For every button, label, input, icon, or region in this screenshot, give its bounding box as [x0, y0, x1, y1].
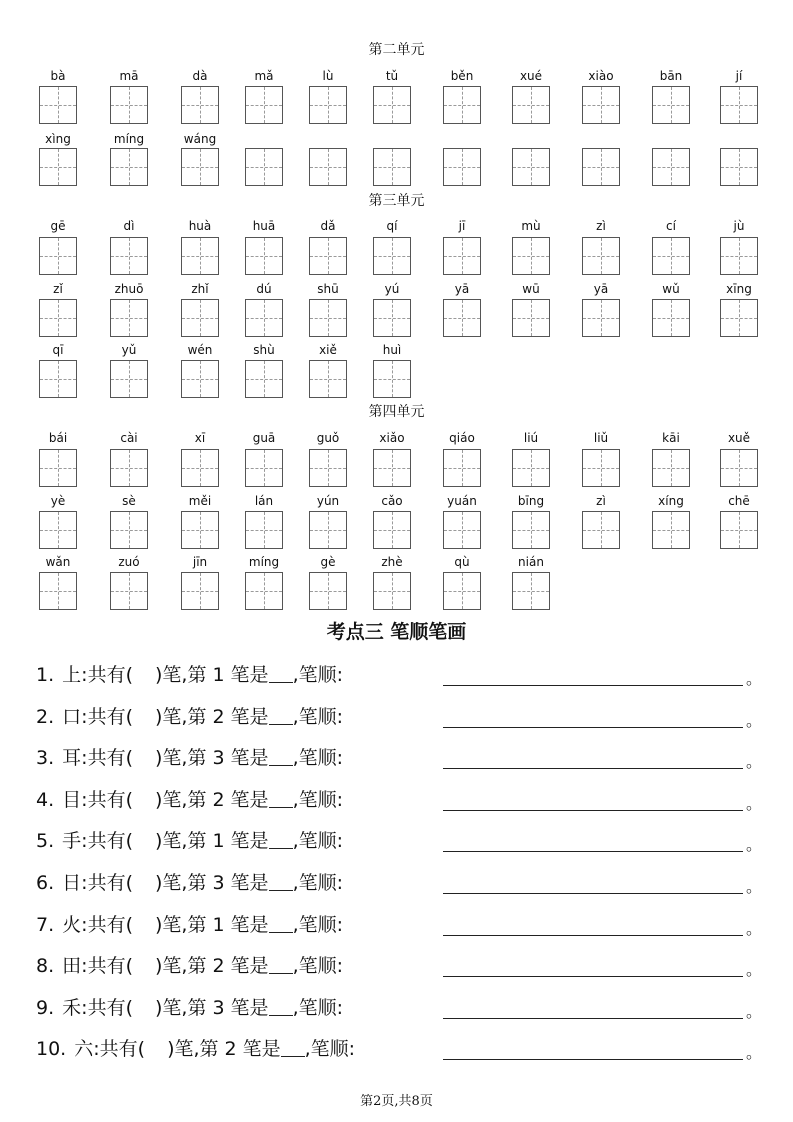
writing-grid-cell[interactable]	[181, 572, 219, 610]
writing-grid-cell[interactable]	[110, 237, 148, 275]
question-char: 耳	[62, 747, 82, 769]
question-row	[36, 994, 343, 1022]
question-row	[36, 869, 343, 897]
pinyin-label: shū	[317, 282, 339, 296]
writing-grid-cell[interactable]	[720, 237, 758, 275]
pinyin-label: mǎ	[254, 69, 274, 83]
nth-prefix: 第	[187, 955, 207, 977]
pinyin-label: qī	[52, 343, 64, 357]
writing-grid-cell[interactable]	[443, 86, 481, 124]
writing-grid-cell[interactable]	[443, 449, 481, 487]
order-label: ,笔顺:	[292, 955, 344, 977]
writing-grid-cell[interactable]	[512, 86, 550, 124]
question-char: 目	[62, 789, 82, 811]
pinyin-label: mā	[119, 69, 139, 83]
question-char: 禾	[62, 997, 82, 1019]
pinyin-label: qiáo	[449, 431, 475, 445]
writing-grid-cell[interactable]	[373, 148, 411, 186]
colon: :	[81, 914, 88, 936]
nth-prefix: 第	[187, 747, 207, 769]
nth-suffix: 笔是	[230, 664, 269, 686]
period-mark: 。	[746, 752, 763, 771]
pinyin-label: wáng	[183, 132, 217, 146]
writing-grid-cell[interactable]	[373, 572, 411, 610]
colon: :	[81, 706, 88, 728]
question-number: 10.	[36, 1038, 67, 1060]
stroke-blank[interactable]	[269, 912, 293, 933]
pinyin-label: zǐ	[53, 282, 63, 296]
pinyin-label: xiào	[588, 69, 614, 83]
pinyin-label: huā	[252, 219, 276, 233]
writing-grid-cell[interactable]	[373, 449, 411, 487]
question-char: 口	[62, 706, 82, 728]
question-char: 上	[62, 664, 82, 686]
stroke-blank[interactable]	[269, 662, 293, 683]
pinyin-label: wǔ	[662, 282, 680, 296]
writing-grid-cell[interactable]	[181, 449, 219, 487]
pinyin-label: shù	[253, 343, 275, 357]
writing-grid-cell[interactable]	[39, 148, 77, 186]
answer-line[interactable]	[443, 1059, 743, 1060]
writing-grid-cell[interactable]	[110, 360, 148, 398]
order-label: ,笔顺:	[304, 1038, 356, 1060]
writing-grid-cell[interactable]	[512, 299, 550, 337]
question-number: 1.	[36, 664, 55, 686]
pinyin-label: zhǐ	[191, 282, 209, 296]
writing-grid-cell[interactable]	[652, 237, 690, 275]
writing-grid-cell[interactable]	[582, 511, 620, 549]
total-suffix: )笔,	[154, 914, 188, 936]
writing-grid-cell[interactable]	[245, 237, 283, 275]
writing-grid-cell[interactable]	[39, 360, 77, 398]
writing-grid-cell[interactable]	[373, 511, 411, 549]
section-title: 考点三 笔顺笔画	[326, 621, 467, 643]
colon: :	[81, 997, 88, 1019]
question-row	[36, 827, 343, 855]
pinyin-label: bà	[50, 69, 66, 83]
writing-grid-cell[interactable]	[245, 572, 283, 610]
question-row	[36, 661, 343, 689]
answer-line[interactable]	[443, 976, 743, 977]
total-prefix: 共有(	[87, 914, 133, 936]
writing-grid-cell[interactable]	[181, 360, 219, 398]
pinyin-label: gè	[320, 555, 336, 569]
question-row	[36, 1035, 355, 1063]
stroke-blank[interactable]	[269, 953, 293, 974]
writing-grid-cell[interactable]	[512, 237, 550, 275]
pinyin-label: liú	[523, 431, 539, 445]
writing-grid-cell[interactable]	[512, 572, 550, 610]
writing-grid-cell[interactable]	[245, 86, 283, 124]
pinyin-label: běn	[450, 69, 474, 83]
pinyin-label: yè	[50, 494, 66, 508]
nth-suffix: 笔是	[230, 914, 269, 936]
total-prefix: 共有(	[87, 872, 133, 894]
question-number: 9.	[36, 997, 55, 1019]
pinyin-label: xiǎo	[379, 431, 405, 445]
question-row	[36, 744, 343, 772]
order-label: ,笔顺:	[292, 664, 344, 686]
pinyin-label: bīng	[517, 494, 545, 508]
nth-prefix: 第	[187, 664, 207, 686]
pinyin-label: huà	[188, 219, 212, 233]
writing-grid-cell[interactable]	[512, 449, 550, 487]
writing-grid-cell[interactable]	[309, 572, 347, 610]
writing-grid-cell[interactable]	[110, 572, 148, 610]
order-label: ,笔顺:	[292, 747, 344, 769]
pinyin-label: cí	[666, 219, 676, 233]
nth-prefix: 第	[187, 830, 207, 852]
writing-grid-cell[interactable]	[443, 148, 481, 186]
order-label: ,笔顺:	[292, 830, 344, 852]
total-prefix: 共有(	[87, 706, 133, 728]
writing-grid-cell[interactable]	[245, 148, 283, 186]
stroke-blank[interactable]	[269, 704, 293, 725]
colon: :	[81, 872, 88, 894]
total-suffix: )笔,	[154, 664, 188, 686]
pinyin-label: yǔ	[121, 343, 137, 357]
writing-grid-cell[interactable]	[512, 511, 550, 549]
question-number: 6.	[36, 872, 55, 894]
pinyin-label: cǎo	[381, 494, 403, 508]
writing-grid-cell[interactable]	[582, 86, 620, 124]
period-mark: 。	[746, 669, 763, 688]
total-suffix: )笔,	[154, 997, 188, 1019]
question-row	[36, 786, 343, 814]
stroke-number: 3	[212, 872, 225, 894]
order-label: ,笔顺:	[292, 706, 344, 728]
pinyin-label: tǔ	[385, 69, 399, 83]
total-prefix: 共有(	[87, 789, 133, 811]
pinyin-label: xīng	[726, 282, 752, 296]
nth-suffix: 笔是	[230, 706, 269, 728]
writing-grid-cell[interactable]	[512, 148, 550, 186]
unit-title: 第三单元	[368, 193, 425, 209]
pinyin-label: xìng	[45, 132, 71, 146]
pinyin-label: liǔ	[593, 431, 609, 445]
unit-title: 第四单元	[368, 404, 425, 420]
writing-grid-cell[interactable]	[110, 148, 148, 186]
pinyin-label: bān	[659, 69, 683, 83]
nth-suffix: 笔是	[230, 955, 269, 977]
pinyin-label: xué	[519, 69, 543, 83]
pinyin-label: dú	[256, 282, 272, 296]
stroke-number: 2	[212, 789, 225, 811]
writing-grid-cell[interactable]	[720, 299, 758, 337]
pinyin-label: míng	[248, 555, 280, 569]
writing-grid-cell[interactable]	[181, 237, 219, 275]
answer-line[interactable]	[443, 851, 743, 852]
answer-line[interactable]	[443, 810, 743, 811]
pinyin-label: xiě	[319, 343, 337, 357]
writing-grid-cell[interactable]	[720, 86, 758, 124]
stroke-blank[interactable]	[269, 787, 293, 808]
writing-grid-cell[interactable]	[245, 360, 283, 398]
writing-grid-cell[interactable]	[39, 572, 77, 610]
colon: :	[81, 747, 88, 769]
question-char: 六	[74, 1038, 94, 1060]
stroke-blank[interactable]	[269, 870, 293, 891]
writing-grid-cell[interactable]	[582, 299, 620, 337]
pinyin-label: zuó	[118, 555, 140, 569]
nth-prefix: 第	[199, 1038, 219, 1060]
colon: :	[81, 830, 88, 852]
writing-grid-cell[interactable]	[181, 511, 219, 549]
writing-grid-cell[interactable]	[652, 299, 690, 337]
stroke-number: 3	[212, 747, 225, 769]
writing-grid-cell[interactable]	[373, 299, 411, 337]
pinyin-label: wén	[187, 343, 213, 357]
answer-line[interactable]	[443, 685, 743, 686]
writing-grid-cell[interactable]	[652, 148, 690, 186]
total-prefix: 共有(	[87, 955, 133, 977]
pinyin-label: lán	[254, 494, 274, 508]
period-mark: 。	[746, 835, 763, 854]
writing-grid-cell[interactable]	[110, 449, 148, 487]
writing-grid-cell[interactable]	[720, 449, 758, 487]
writing-grid-cell[interactable]	[181, 86, 219, 124]
pinyin-label: jí	[735, 69, 743, 83]
nth-prefix: 第	[187, 706, 207, 728]
colon: :	[81, 955, 88, 977]
stroke-blank[interactable]	[269, 745, 293, 766]
period-mark: 。	[746, 919, 763, 938]
pinyin-label: yún	[316, 494, 340, 508]
total-prefix: 共有(	[87, 830, 133, 852]
nth-suffix: 笔是	[230, 747, 269, 769]
answer-line[interactable]	[443, 893, 743, 894]
writing-grid-cell[interactable]	[309, 449, 347, 487]
pinyin-label: yā	[454, 282, 470, 296]
pinyin-label: jù	[733, 219, 745, 233]
pinyin-label: bái	[48, 431, 68, 445]
total-suffix: )笔,	[154, 955, 188, 977]
total-prefix: 共有(	[99, 1038, 146, 1060]
question-char: 火	[62, 914, 82, 936]
question-char: 手	[62, 830, 82, 852]
period-mark: 。	[746, 711, 763, 730]
writing-grid-cell[interactable]	[245, 511, 283, 549]
writing-grid-cell[interactable]	[39, 511, 77, 549]
stroke-blank[interactable]	[269, 828, 293, 849]
period-mark: 。	[746, 1002, 763, 1021]
total-suffix: )笔,	[154, 706, 188, 728]
pinyin-label: chē	[728, 494, 750, 508]
question-row	[36, 952, 343, 980]
stroke-number: 3	[212, 997, 225, 1019]
nth-prefix: 第	[187, 914, 207, 936]
pinyin-label: yú	[384, 282, 400, 296]
pinyin-label: zhuō	[114, 282, 144, 296]
pinyin-label: wū	[522, 282, 540, 296]
pinyin-label: huì	[382, 343, 402, 357]
nth-suffix: 笔是	[230, 789, 269, 811]
order-label: ,笔顺:	[292, 872, 344, 894]
answer-line[interactable]	[443, 935, 743, 936]
colon: :	[81, 789, 88, 811]
question-number: 3.	[36, 747, 55, 769]
pinyin-label: cài	[120, 431, 138, 445]
writing-grid-cell[interactable]	[245, 449, 283, 487]
nth-prefix: 第	[187, 872, 207, 894]
nth-prefix: 第	[187, 997, 207, 1019]
question-number: 5.	[36, 830, 55, 852]
writing-grid-cell[interactable]	[443, 572, 481, 610]
total-prefix: 共有(	[87, 997, 133, 1019]
writing-grid-cell[interactable]	[39, 449, 77, 487]
stroke-blank[interactable]	[269, 995, 293, 1016]
writing-grid-cell[interactable]	[652, 449, 690, 487]
writing-grid-cell[interactable]	[39, 86, 77, 124]
question-char: 田	[62, 955, 82, 977]
pinyin-label: yuán	[447, 494, 477, 508]
writing-grid-cell[interactable]	[582, 148, 620, 186]
pinyin-label: xíng	[658, 494, 684, 508]
writing-grid-cell[interactable]	[652, 511, 690, 549]
writing-grid-cell[interactable]	[652, 86, 690, 124]
question-number: 7.	[36, 914, 55, 936]
nth-prefix: 第	[187, 789, 207, 811]
total-suffix: )笔,	[154, 872, 188, 894]
stroke-number: 1	[212, 664, 225, 686]
colon: :	[81, 664, 88, 686]
total-prefix: 共有(	[87, 747, 133, 769]
writing-grid-cell[interactable]	[309, 148, 347, 186]
pinyin-label: guǒ	[316, 431, 340, 445]
pinyin-label: kāi	[662, 431, 680, 445]
writing-grid-cell[interactable]	[309, 360, 347, 398]
order-label: ,笔顺:	[292, 914, 344, 936]
pinyin-label: zì	[596, 494, 606, 508]
total-suffix: )笔,	[154, 789, 188, 811]
writing-grid-cell[interactable]	[181, 148, 219, 186]
stroke-number: 2	[212, 955, 225, 977]
nth-suffix: 笔是	[230, 830, 269, 852]
writing-grid-cell[interactable]	[373, 86, 411, 124]
nth-suffix: 笔是	[230, 872, 269, 894]
pinyin-label: lù	[322, 69, 334, 83]
writing-grid-cell[interactable]	[309, 299, 347, 337]
total-prefix: 共有(	[87, 664, 133, 686]
unit-title: 第二单元	[368, 42, 425, 58]
pinyin-label: qù	[454, 555, 470, 569]
total-suffix: )笔,	[154, 830, 188, 852]
question-number: 8.	[36, 955, 55, 977]
pinyin-label: jīn	[192, 555, 208, 569]
period-mark: 。	[746, 877, 763, 896]
pinyin-label: xī	[194, 431, 206, 445]
question-char: 日	[62, 872, 82, 894]
writing-grid-cell[interactable]	[443, 511, 481, 549]
writing-grid-cell[interactable]	[110, 299, 148, 337]
nth-suffix: 笔是	[230, 997, 269, 1019]
page-footer: 第2页,共8页	[360, 1094, 433, 1109]
writing-grid-cell[interactable]	[110, 86, 148, 124]
pinyin-label: wǎn	[45, 555, 71, 569]
writing-grid-cell[interactable]	[720, 511, 758, 549]
pinyin-label: xuě	[727, 431, 751, 445]
writing-grid-cell[interactable]	[720, 148, 758, 186]
total-suffix: )笔,	[167, 1038, 200, 1060]
pinyin-label: qí	[386, 219, 398, 233]
writing-grid-cell[interactable]	[309, 86, 347, 124]
question-row	[36, 703, 343, 731]
answer-line[interactable]	[443, 768, 743, 769]
stroke-blank[interactable]	[281, 1036, 305, 1057]
pinyin-label: mù	[521, 219, 541, 233]
period-mark: 。	[746, 1043, 763, 1062]
nth-suffix: 笔是	[242, 1038, 281, 1060]
stroke-number: 1	[212, 830, 225, 852]
writing-grid-cell[interactable]	[181, 299, 219, 337]
pinyin-label: gē	[50, 219, 66, 233]
pinyin-label: dì	[123, 219, 135, 233]
writing-grid-cell[interactable]	[309, 237, 347, 275]
writing-grid-cell[interactable]	[373, 360, 411, 398]
writing-grid-cell[interactable]	[110, 511, 148, 549]
question-number: 2.	[36, 706, 55, 728]
pinyin-label: guā	[252, 431, 276, 445]
total-suffix: )笔,	[154, 747, 188, 769]
writing-grid-cell[interactable]	[245, 299, 283, 337]
writing-grid-cell[interactable]	[582, 237, 620, 275]
pinyin-label: zì	[596, 219, 606, 233]
pinyin-label: yā	[593, 282, 609, 296]
answer-line[interactable]	[443, 1018, 743, 1019]
order-label: ,笔顺:	[292, 789, 344, 811]
stroke-number: 2	[212, 706, 225, 728]
period-mark: 。	[746, 960, 763, 979]
order-label: ,笔顺:	[292, 997, 344, 1019]
stroke-number: 2	[224, 1038, 237, 1060]
pinyin-label: nián	[518, 555, 544, 569]
answer-line[interactable]	[443, 727, 743, 728]
writing-grid-cell[interactable]	[309, 511, 347, 549]
pinyin-label: jī	[458, 219, 466, 233]
writing-grid-cell[interactable]	[443, 299, 481, 337]
pinyin-label: zhè	[381, 555, 403, 569]
writing-grid-cell[interactable]	[39, 299, 77, 337]
period-mark: 。	[746, 794, 763, 813]
writing-grid-cell[interactable]	[443, 237, 481, 275]
pinyin-label: sè	[122, 494, 136, 508]
pinyin-label: dà	[192, 69, 208, 83]
question-row	[36, 911, 343, 939]
stroke-number: 1	[212, 914, 225, 936]
writing-grid-cell[interactable]	[373, 237, 411, 275]
pinyin-label: míng	[113, 132, 145, 146]
pinyin-label: měi	[188, 494, 212, 508]
pinyin-label: dǎ	[320, 219, 336, 233]
colon: :	[93, 1038, 100, 1060]
question-number: 4.	[36, 789, 55, 811]
writing-grid-cell[interactable]	[582, 449, 620, 487]
writing-grid-cell[interactable]	[39, 237, 77, 275]
